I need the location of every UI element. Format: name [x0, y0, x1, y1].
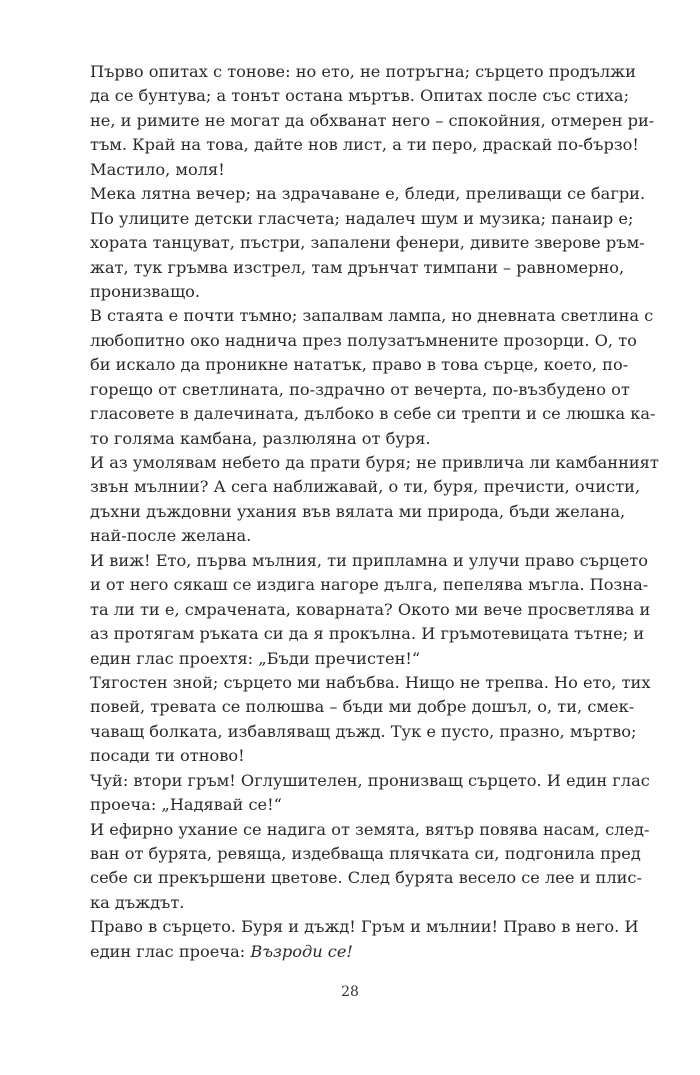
- line-text: себе си прекършени цветове. След бурята весело се лее и плис-: [90, 868, 642, 888]
- line-text: хората танцуват, пъстри, запалени фенери, дивите зверове ръм-: [90, 233, 645, 253]
- text-line: [90, 109, 655, 133]
- text-line: [90, 940, 610, 964]
- line-text: любопитно око надничa през полузатъмнените прозорци. О, то: [90, 330, 637, 350]
- line-text: В стаята е почти тъмно; запалвам лампа, но дневната светлина с: [90, 306, 654, 326]
- text-line: [90, 598, 651, 622]
- line-text: посади ти отново!: [90, 746, 245, 766]
- text-line: [90, 695, 635, 719]
- line-text: гласовете в далечината, дълбоко в себе си трепти и се люшка ка-: [90, 404, 656, 424]
- text-line: [90, 378, 630, 402]
- text-line: [90, 133, 639, 157]
- text-line: [90, 60, 636, 84]
- text-line: [90, 524, 610, 548]
- text-line: [90, 647, 610, 671]
- line-text: Мека лятна вечер; на здрачаване е, бледи, преливащи се багри.: [90, 184, 646, 204]
- italic-text: Възроди се!: [250, 941, 353, 961]
- paragraph: [90, 671, 651, 769]
- text-line: [90, 402, 656, 426]
- text-line: [90, 353, 629, 377]
- text-line: [90, 573, 649, 597]
- body-text: [90, 60, 659, 964]
- line-text: то голяма камбана, разлюляна от буря.: [90, 428, 431, 448]
- line-text: ван от бурята, ревяща, издебваща плячката си, подгонила пред: [90, 844, 641, 863]
- paragraph: [90, 451, 659, 549]
- line-text: Тягостен зной; сърцето ми набъбва. Нищо не трепва. Но ето, тих: [90, 672, 651, 692]
- line-text: та ли ти е, смрачената, коварната? Окото ми вече просветлява и: [90, 599, 651, 619]
- text-line: [90, 84, 630, 108]
- line-text: един глас проехтя: „Бъди пречистен!“: [90, 648, 421, 668]
- line-text: повей, тревата се полюшва – бъди ми добре дошъл, о, ти, смек-: [90, 697, 635, 717]
- text-line: [90, 842, 641, 866]
- paragraph: [90, 304, 656, 451]
- text-line: [90, 280, 610, 304]
- line-text: ка дъждът.: [90, 892, 185, 912]
- text-line: [90, 427, 610, 451]
- line-text: звън мълнии? А сега наближавай, о ти, буря, пречисти, очисти,: [90, 477, 641, 497]
- text-line: [90, 182, 646, 206]
- line-text: един глас проеча:: [90, 941, 251, 961]
- line-text: би искало да проникне нататък, право в това сърце, което, по-: [90, 355, 629, 375]
- text-line: [90, 769, 650, 793]
- text-line: [90, 329, 637, 353]
- paragraph: [90, 182, 646, 304]
- text-line: [90, 207, 634, 231]
- line-text: И аз умолявам небето да прати буря; не привлича ли камбанният: [90, 453, 659, 472]
- line-text: Първо опитах с тонове: но ето, не потръгна; сърцето продължи: [90, 62, 636, 81]
- paragraph: [90, 549, 651, 671]
- text-line: [90, 793, 610, 817]
- line-text: проеча: „Надявай се!“: [90, 795, 282, 815]
- text-line: [90, 915, 639, 939]
- text-line: [90, 866, 642, 890]
- line-text: горещо от светлината, по-здрачно от вечерта, по-възбудено от: [90, 379, 630, 399]
- line-text: пронизващо.: [90, 281, 201, 301]
- page-number: 28: [341, 984, 359, 1000]
- paragraph: [90, 818, 650, 916]
- text-line: [90, 720, 637, 744]
- text-line: [90, 256, 625, 280]
- line-text: чаващ болката, избавляващ дъжд. Тук е пусто, празно, мъртво;: [90, 721, 637, 741]
- text-line: [90, 500, 626, 524]
- text-line: [90, 818, 650, 842]
- line-text: Право в сърцето. Буря и дъжд! Гръм и мълнии! Право в него. И: [90, 917, 639, 937]
- paragraph: [90, 769, 650, 818]
- line-text: най-после желана.: [90, 526, 252, 546]
- text-line: [90, 304, 654, 328]
- paragraph: [90, 60, 655, 182]
- line-text: аз протягам ръката си да я прокълна. И гръмотевицата тътне; и: [90, 624, 645, 644]
- line-text: дъхни дъждовни ухания във вялата ми природа, бъди желана,: [90, 501, 626, 521]
- line-text: По улиците детски гласчета; надалеч шум и музика; панаир е;: [90, 208, 634, 228]
- text-line: [90, 451, 659, 475]
- line-text: не, и римите не могат да обхванат него – спокойния, отмерен ри-: [90, 110, 655, 130]
- text-line: [90, 744, 610, 768]
- line-text: Чуй: втори гръм! Оглушителен, пронизващ сърцето. И един глас: [90, 770, 650, 790]
- line-text: жат, тук гръмва изстрел, там дрънчат тимпани – равномерно,: [90, 257, 625, 277]
- line-text: И ефирно ухание се надига от земята, вятър повява насам, след-: [90, 819, 650, 839]
- text-line: [90, 549, 648, 573]
- line-text: тъм. Край на това, дайте нов лист, а ти перо, драскай по-бързо!: [90, 135, 639, 155]
- line-text: И виж! Ето, първа мълния, ти припламна и улучи право сърцето: [90, 550, 648, 570]
- text-line: [90, 231, 645, 255]
- line-text: и от него сякаш се издига нагоре дълга, пепелява мъгла. Позна-: [90, 575, 649, 595]
- line-text: Мастило, моля!: [90, 159, 225, 179]
- text-line: [90, 671, 651, 695]
- paragraph: [90, 915, 639, 964]
- text-line: [90, 158, 610, 182]
- text-line: [90, 622, 645, 646]
- line-text: да се бунтува; а тонът остана мъртъв. Опитах после със стиха;: [90, 86, 630, 106]
- text-line: [90, 891, 610, 915]
- text-line: [90, 475, 641, 499]
